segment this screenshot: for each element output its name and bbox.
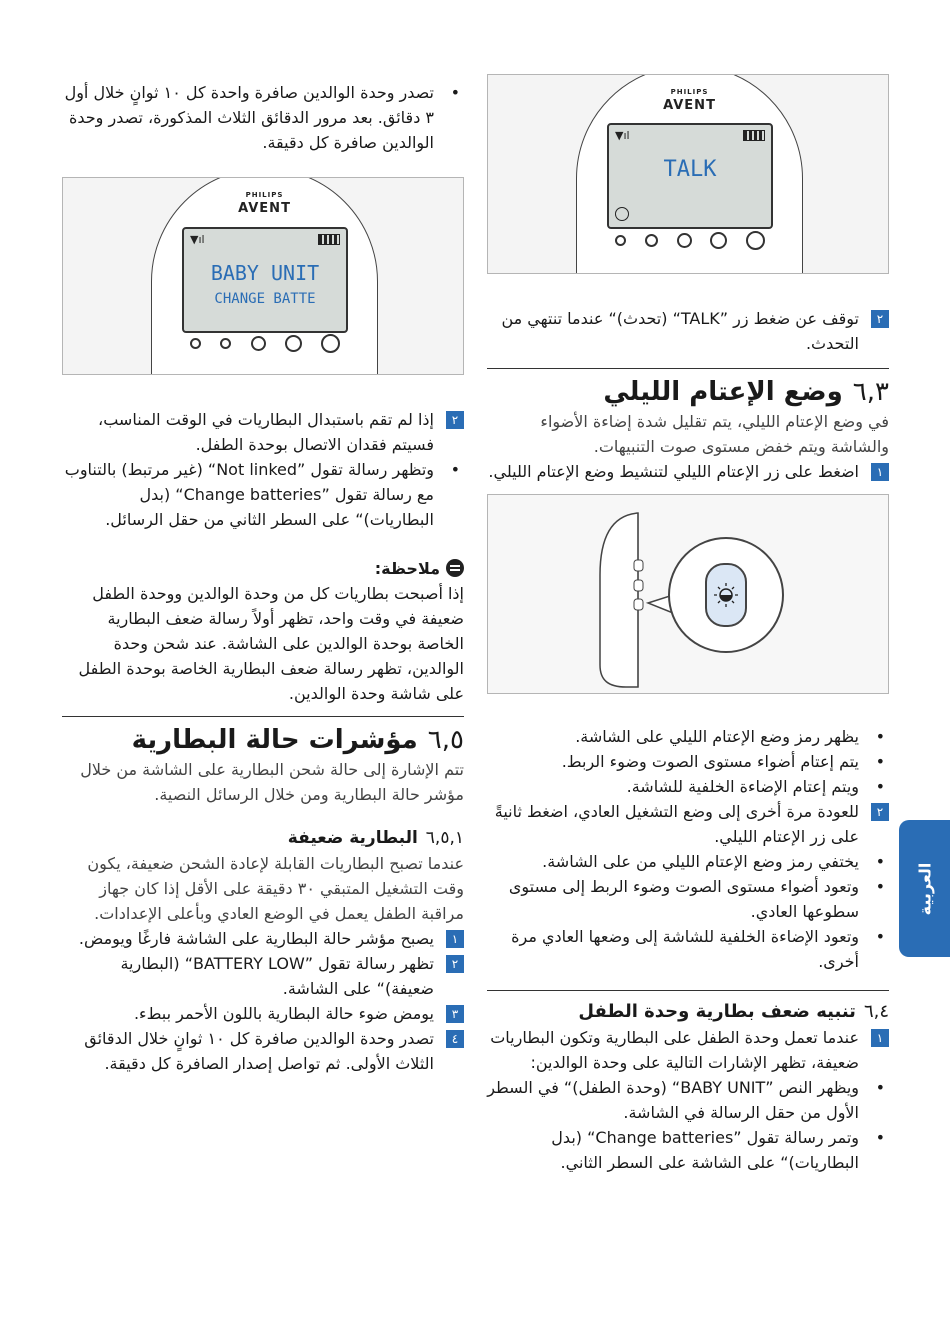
section-number: ٦,٤ xyxy=(863,1001,889,1022)
step-badge: ١ xyxy=(871,463,889,481)
control-buttons xyxy=(190,334,340,353)
step-text: تظهر رسالة تقول ”BATTERY LOW“ (البطارية ضعيفة)“ على الشاشة. xyxy=(120,954,434,998)
button-2 xyxy=(220,338,231,349)
section-number: ٦,٥ xyxy=(427,725,464,755)
battery-step-3 xyxy=(62,1001,464,1026)
step-text: توقف عن ضغط زر ”TALK“ (تحدث)“ عندما تنتهي من التحدث. xyxy=(501,309,859,353)
step-badge: ٢ xyxy=(446,955,464,973)
note-text: إذا أصبحت بطاريات كل من وحدة الوالدين ووحدة الطفل ضعيفة في وقت واحد، تظهر أولاً رسالة ضعف البطارية الخاصة بوحدة الوالدين على الشاشة. عند شحن وحدة الوالدين، تظهر رسالة ضعف البطارية الخاصة بوحدة الطفل على شاشة وحدة الوالدين. xyxy=(78,584,464,703)
note-heading xyxy=(62,556,464,581)
step-text: إذا لم تقم باستبدال البطاريات في الوقت المناسب، فسيتم فقدان الاتصال بوحدة الطفل. xyxy=(98,410,434,454)
step-2-stop-talk xyxy=(487,306,889,356)
figure-talk-screen xyxy=(487,74,889,274)
baby-battery-step-1 xyxy=(487,1025,889,1075)
button-1 xyxy=(190,338,201,349)
brand-philips: PHILIPS xyxy=(670,88,709,96)
bullet-baby-unit-text: • ويظهر النص ”BABY UNIT“ (وحدة الطفل)“ في السطر الأول من حقل الرسالة في الشاشة. xyxy=(487,1075,889,1125)
brand-avent: AVENT xyxy=(663,98,716,113)
parent-unit-illustration xyxy=(576,74,803,274)
brand-avent: AVENT xyxy=(238,201,291,216)
step-badge: ١ xyxy=(871,1029,889,1047)
step-badge: ٤ xyxy=(446,1030,464,1048)
brand-philips: PHILIPS xyxy=(245,191,284,199)
step-text: عندما تعمل وحدة الطفل على البطارية وتكون البطاريات ضعيفة، تظهر الإشارات التالية على وحدة الوالدين: xyxy=(490,1028,859,1072)
note-icon xyxy=(446,559,464,577)
bullet-beep-info: • تصدر وحدة الوالدين صافرة واحدة كل ١٠ ثوانٍ خلال أول ٣ دقائق. بعد مرور الدقائق الثلاث المذكورة، تصدر وحدة الوالدين صافرة كل دقيقة. xyxy=(62,80,464,155)
night-button-illustration xyxy=(488,495,889,693)
talk-icon xyxy=(615,207,629,221)
battery-icon xyxy=(743,130,765,141)
step-text: اضغط على زر الإعتام الليلي لتنشيط وضع الإعتام الليلي. xyxy=(488,462,859,481)
button-3 xyxy=(677,233,692,248)
step-badge: ٢ xyxy=(871,803,889,821)
lcd-line-1: BABY UNIT xyxy=(210,261,320,285)
signal-icon: ▼ıl xyxy=(190,233,205,246)
section-title: تنبيه ضعف بطارية وحدة الطفل xyxy=(578,1001,856,1022)
language-tab-label: العربية xyxy=(915,862,934,915)
step-badge: ٣ xyxy=(446,1005,464,1023)
subsection-title: البطارية ضعيفة xyxy=(287,828,418,848)
step-text: للعودة مرة أخرى إلى وضع التشغيل العادي، اضغط ثانيةً على زر الإعتام الليلي. xyxy=(494,802,859,846)
lcd-line-2: CHANGE BATTE xyxy=(214,291,316,307)
section-6-4-heading xyxy=(487,990,889,1025)
night-step-1 xyxy=(487,459,889,484)
parent-unit-illustration xyxy=(151,177,378,375)
subsection-6-5-1-intro: عندما تصبح البطاريات القابلة لإعادة الشحن ضعيفة، يكون وقت التشغيل المتبقي ٣٠ دقيقة على الأقل إذا كان جهاز مراقبة الطفل يعمل في الوضع العادي وبأعلى الإعدادات. xyxy=(87,854,464,923)
step-2-link-lost xyxy=(62,407,464,457)
battery-step-2 xyxy=(62,951,464,1001)
button-4 xyxy=(710,232,727,249)
figure-night-button xyxy=(487,494,889,694)
button-2 xyxy=(645,234,658,247)
step-text: تصدر وحدة الوالدين صافرة كل ١٠ ثوانٍ خلال الدقائق الثلاث الأولى. ثم تواصل إصدار الصافرة كل دقيقة. xyxy=(84,1029,434,1073)
section-title: وضع الإعتام الليلي xyxy=(603,377,843,407)
lcd-screen xyxy=(182,227,348,333)
battery-step-4 xyxy=(62,1026,464,1076)
section-number: ٦,٣ xyxy=(852,377,889,407)
lcd-screen xyxy=(607,123,773,229)
button-5 xyxy=(746,231,765,250)
lcd-line-1: TALK xyxy=(663,157,717,182)
button-5 xyxy=(321,334,340,353)
bullet-night-2: • يتم إعتام أضواء مستوى الصوت وضوء الربط. xyxy=(487,749,889,774)
section-6-5-heading xyxy=(62,716,464,757)
button-4 xyxy=(285,335,302,352)
bullet-not-linked: • وتظهر رسالة تقول ”Not linked“ (غير مرتبط) بالتناوب مع رسالة تقول ”Change batteries“ (بدل البطاريات)“ على السطر الثاني من حقل الرسائل. xyxy=(62,457,464,532)
right-column xyxy=(487,74,889,1175)
step-badge: ٢ xyxy=(446,411,464,429)
language-tab xyxy=(899,820,950,957)
figure-baby-unit-screen xyxy=(62,177,464,375)
bullet-normal-1: • يختفي رمز وضع الإعتام الليلي من على الشاشة. xyxy=(487,849,889,874)
battery-icon xyxy=(318,234,340,245)
bullet-change-batteries: • وتمر رسالة تقول ”Change batteries“ (بدل البطاريات)“ على الشاشة على السطر الثاني. xyxy=(487,1125,889,1175)
step-text: يومض ضوء حالة البطارية باللون الأحمر ببطء. xyxy=(133,1004,434,1023)
section-6-3-heading xyxy=(487,368,889,409)
subsection-6-5-1-heading xyxy=(62,825,464,851)
section-6-5-intro: تتم الإشارة إلى حالة شحن البطارية على الشاشة من خلال مؤشر حالة البطارية ومن خلال الرسائل النصية. xyxy=(80,760,464,804)
bullet-night-1: • يظهر رمز وضع الإعتام الليلي على الشاشة. xyxy=(487,724,889,749)
button-3 xyxy=(251,336,266,351)
bullet-night-3: • ويتم إعتام الإضاءة الخلفية للشاشة. xyxy=(487,774,889,799)
step-badge: ٢ xyxy=(871,310,889,328)
bullet-normal-2: • وتعود أضواء مستوى الصوت وضوء الربط إلى مستوى سطوعها العادي. xyxy=(487,874,889,924)
section-6-3-intro: في وضع الإعتام الليلي، يتم تقليل شدة إضاءة الأضواء والشاشة ويتم خفض مستوى صوت التنبيهات. xyxy=(540,412,889,456)
signal-icon: ▼ıl xyxy=(615,129,630,142)
step-badge: ١ xyxy=(446,930,464,948)
step-text: يصبح مؤشر حالة البطارية على الشاشة فارغًا ويومض. xyxy=(78,929,434,948)
section-title: مؤشرات حالة البطارية xyxy=(131,725,418,755)
night-step-2 xyxy=(487,799,889,849)
subsection-number: ٦,٥,١ xyxy=(425,828,464,848)
control-buttons xyxy=(615,231,765,250)
button-1 xyxy=(615,235,626,246)
left-column xyxy=(62,80,464,1076)
note-title-text: ملاحظة: xyxy=(374,559,440,578)
bullet-normal-3: • وتعود الإضاءة الخلفية للشاشة إلى وضعها العادي مرة أخرى. xyxy=(487,924,889,974)
battery-step-1 xyxy=(62,926,464,951)
